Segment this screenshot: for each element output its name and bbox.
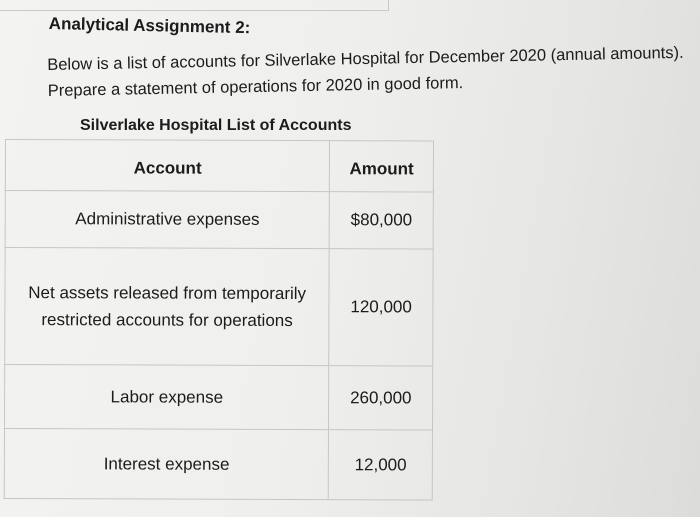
- table-row: [5, 248, 433, 366]
- accounts-table: [4, 139, 434, 500]
- amount-cell: 12,000: [329, 430, 433, 500]
- table-header-row: [5, 140, 433, 192]
- account-cell: Interest expense: [4, 428, 329, 499]
- account-cell: Labor expense: [4, 365, 329, 430]
- assignment-title: Analytical Assignment 2:: [48, 14, 251, 38]
- accounts-table-container: [4, 139, 434, 500]
- table-row: [4, 428, 432, 499]
- amount-cell: $80,000: [330, 192, 434, 249]
- amount-cell: 120,000: [329, 249, 433, 366]
- table-row: [5, 191, 433, 249]
- assignment-instructions: Below is a list of accounts for Silverlake Hospital for December 2020 (annual amounts). Prepare a statement of operations for 2020 in good form.: [47, 43, 684, 100]
- page-top-border: [0, 0, 389, 11]
- accounts-list-title: Silverlake Hospital List of Accounts: [80, 117, 352, 134]
- account-cell: Net assets released from temporarily restricted accounts for operations: [5, 248, 330, 366]
- account-cell: Administrative expenses: [5, 191, 330, 249]
- amount-column-header: Amount: [330, 141, 434, 192]
- table-row: [4, 365, 432, 430]
- account-column-header: Account: [5, 140, 330, 192]
- amount-cell: 260,000: [329, 366, 433, 430]
